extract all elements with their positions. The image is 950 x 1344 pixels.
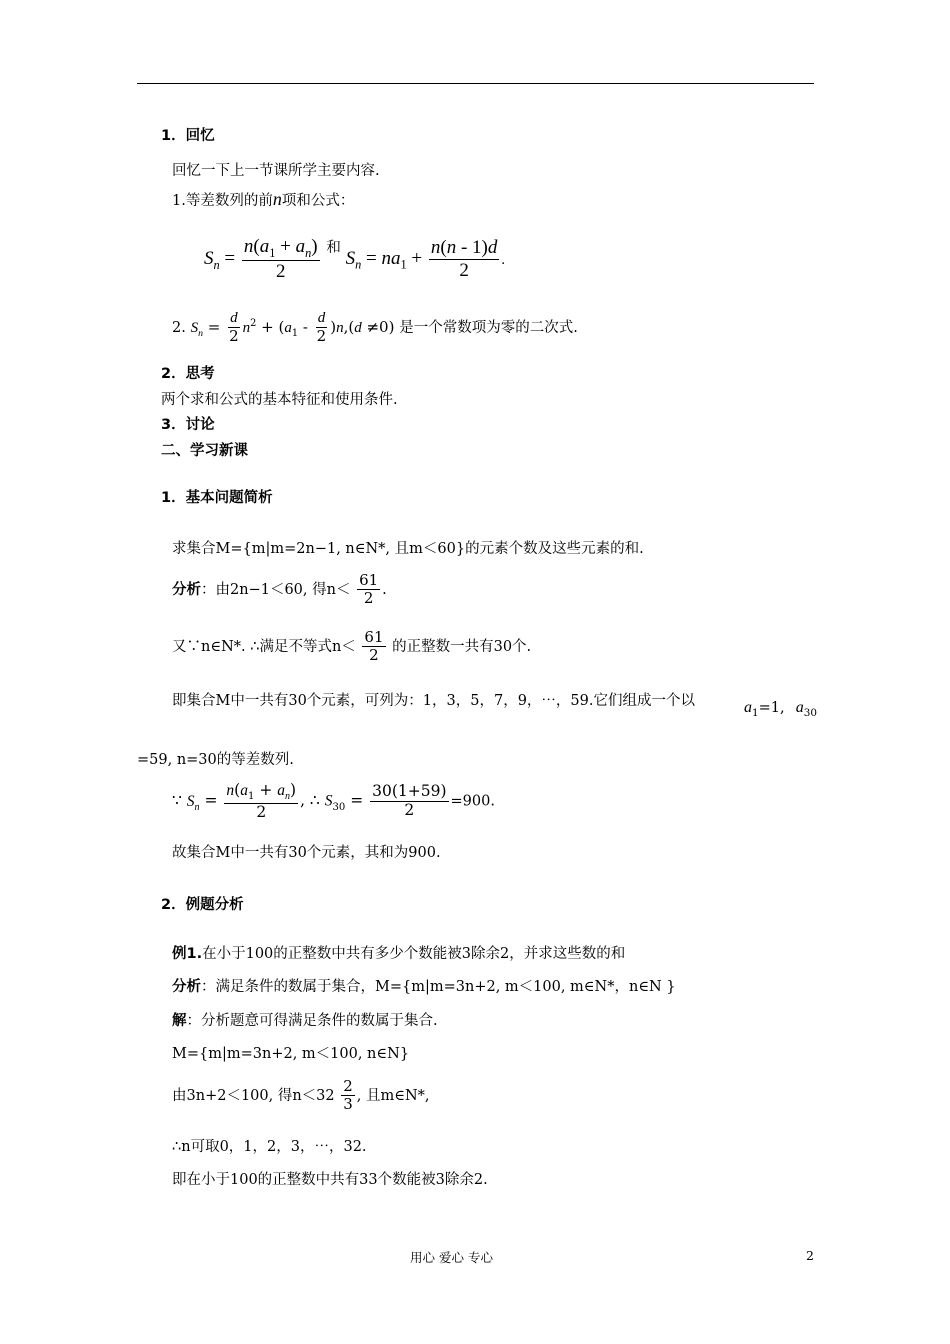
- example-title: 2．例题分析: [161, 897, 244, 913]
- sequence-terms: $a_1=1$, $a_{30}$: [744, 699, 817, 720]
- section-think-title: 2．思考: [161, 366, 215, 382]
- basic-question: 求集合M={m|m=2n−1, n∈N*, 且m＜60}的元素个数及这些元素的和.: [172, 541, 644, 557]
- example-count: 即在小于100的正整数中共有33个数能被3除余2.: [172, 1172, 488, 1188]
- basic-sum-formula: ∵ $S_n$ = $\frac{n(a_1 + a_n)}{2}$ , ∴ $S_{30}$ = $\frac{30(1+59)}{2}$ =900.: [172, 781, 495, 821]
- part-new-lesson-title: 二、学习新课: [161, 443, 248, 459]
- footer-center: 用心 爱心 专心: [410, 1250, 493, 1265]
- think-text: 两个求和公式的基本特征和使用条件.: [161, 392, 398, 408]
- header-rule: [137, 83, 814, 84]
- section-discuss-title: 3．讨论: [161, 417, 215, 433]
- basic-set-line: 即集合M中一共有30个元素，可列为：1，3，5，7，9，⋯，59.它们组成一个以: [172, 693, 695, 709]
- example-inequality: 由3n+2＜100, 得n＜32 $\frac{2}{3}$ , 且m∈N*,: [172, 1077, 430, 1114]
- basic-also: 又∵n∈N*. ∴满足不等式n＜ $\frac{61}{2}$ 的正整数一共有30个.: [172, 628, 532, 665]
- recall-item-1: 1.等差数列的前n项和公式：: [172, 189, 355, 209]
- section-recall-title: 1．回忆: [161, 128, 215, 144]
- basic-continue: =59, n=30的等差数列.: [137, 752, 294, 768]
- example-analysis: 分析：满足条件的数属于集合，M={m|m=3n+2, m＜100, m∈N*，n∈N }: [172, 979, 676, 995]
- sum-formula-line: $S_n$ = $\frac{n(a_1 + a_n)}{2}$ $^和$ $S_n = na_1$ + $\frac{n(n - 1)d}{2}$ .: [204, 236, 505, 282]
- example-solution: 解：分析题意可得满足条件的数属于集合.: [172, 1013, 438, 1029]
- example-set-def: M={m|m=3n+2, m＜100, n∈N}: [172, 1046, 410, 1062]
- example-1: 例1.在小于100的正整数中共有多少个数能被3除余2，并求这些数的和: [172, 946, 626, 962]
- basic-problem-title: 1．基本问题简析: [161, 490, 273, 506]
- quadratic-formula-line: 2. $S_n$ = $\frac{d}{2}$ $n^2 + (a_1$ - $\frac{d}{2}$ )n,(d ≠0) 是一个常数项为零的二次式.: [172, 310, 578, 346]
- recall-intro: 回忆一下上一节课所学主要内容.: [172, 163, 380, 179]
- basic-analysis: 分析：由2n−1＜60, 得n＜ $\frac{61}{2}$ .: [172, 571, 387, 608]
- basic-conclusion: 故集合M中一共有30个元素，其和为900.: [172, 845, 441, 861]
- example-range: ∴n可取0，1，2，3，⋯，32.: [172, 1139, 367, 1155]
- page-number: 2: [806, 1248, 814, 1263]
